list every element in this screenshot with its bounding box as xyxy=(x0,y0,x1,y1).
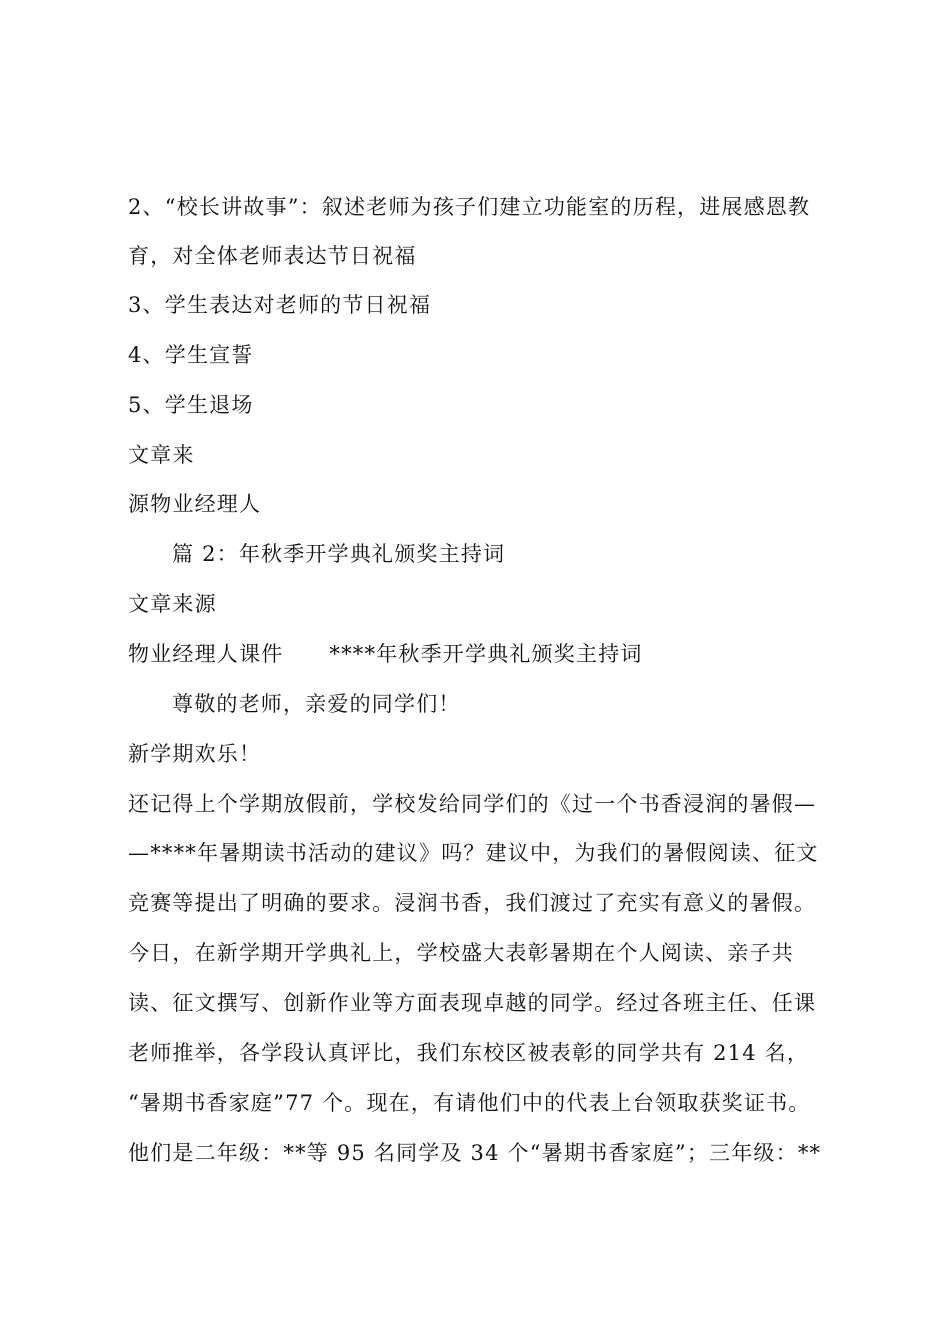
text-line-14: —****年暑期读书活动的建议》吗？建议中，为我们的暑假阅读、征文 xyxy=(128,841,819,865)
text-line-5: 5、学生退场 xyxy=(128,393,254,417)
text-line-3: 3、学生表达对老师的节日祝福 xyxy=(128,293,432,317)
text-line-16: 今日，在新学期开学典礼上，学校盛大表彰暑期在个人阅读、亲子共 xyxy=(128,941,794,965)
text-line-18: 老师推举，各学段认真评比，我们东校区被表彰的同学共有 214 名， xyxy=(128,1041,810,1065)
text-line-13: 还记得上个学期放假前，学校发给同学们的《过一个书香浸润的暑假— xyxy=(128,792,817,816)
ceremony-title: ****年秋季开学典礼颁奖主持词 xyxy=(329,642,643,666)
greeting-line: 尊敬的老师，亲爱的同学们！ xyxy=(172,692,461,716)
source-label: 物业经理人课件 xyxy=(128,642,284,666)
text-line-9: 文章来源 xyxy=(128,592,217,616)
text-line-12: 新学期欢乐！ xyxy=(128,742,262,766)
section-heading: 篇 2：年秋季开学典礼颁奖主持词 xyxy=(172,542,506,566)
text-line-7: 源物业经理人 xyxy=(128,492,262,516)
text-line-1: 2、“校长讲故事”：叙述老师为孩子们建立功能室的历程，进展感恩教 xyxy=(128,195,811,219)
text-line-4: 4、学生宣誓 xyxy=(128,343,254,367)
text-line-19: “暑期书香家庭”77 个。现在，有请他们中的代表上台领取获奖证书。 xyxy=(128,1091,811,1115)
text-line-10 xyxy=(128,640,643,668)
text-line-20: 他们是二年级：**等 95 名同学及 34 个“暑期书香家庭”；三年级：** xyxy=(128,1141,822,1165)
text-line-2: 育，对全体老师表达节日祝福 xyxy=(128,244,417,268)
text-line-15: 竞赛等提出了明确的要求。浸润书香，我们渡过了充实有意义的暑假。 xyxy=(128,891,817,915)
text-line-6: 文章来 xyxy=(128,443,195,467)
text-line-17: 读、征文撰写、创新作业等方面表现卓越的同学。经过各班主任、任课 xyxy=(128,991,817,1015)
